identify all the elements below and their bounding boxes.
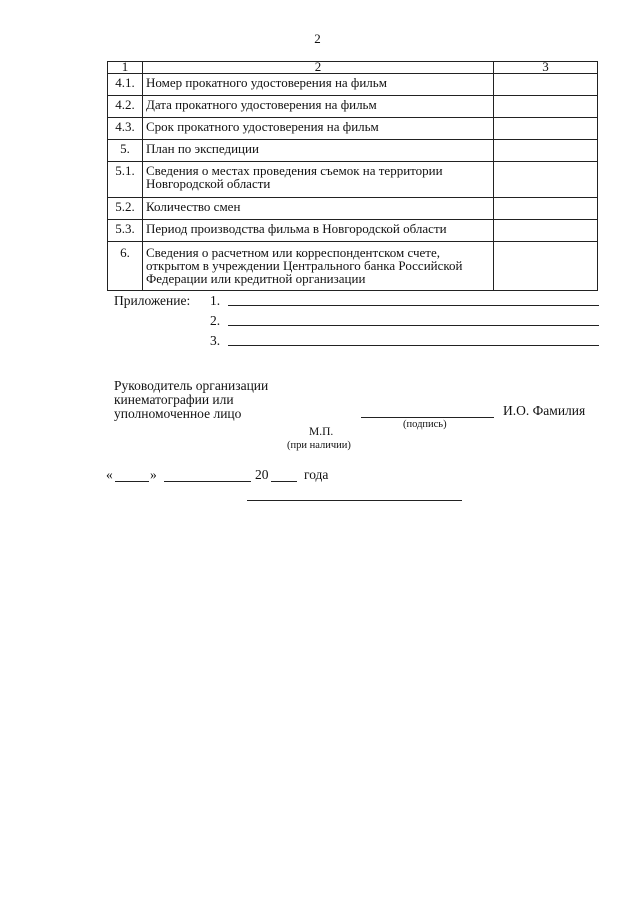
table-row [108,162,598,198]
signer-title-line-3: уполномоченное лицо [114,406,242,421]
row-value[interactable] [494,242,598,291]
table-row [108,198,598,220]
signer-title-line-2: кинематографии или [114,392,234,407]
table-row [108,118,598,140]
date-year-line[interactable] [271,481,297,482]
stamp-label: М.П. [309,426,334,438]
page-number: 2 [314,31,321,46]
attachment-item-2-number: 2. [210,313,221,328]
table-row [108,74,598,96]
row-number: 4.3. [108,118,143,140]
table-row [108,96,598,118]
attachment-item-1-line[interactable] [228,305,599,306]
row-number: 5.3. [108,220,143,242]
attachment-item-3-number: 3. [210,333,221,348]
row-text: Номер прокатного удостоверения на фильм [143,74,494,96]
stamp-note: (при наличии) [287,440,351,451]
row-value[interactable] [494,220,598,242]
row-number: 5. [108,140,143,162]
signer-title-line-1: Руководитель организации [114,378,269,393]
row-value[interactable] [494,140,598,162]
form-table [107,61,598,291]
attachment-item-3-line[interactable] [228,345,599,346]
signer-name: И.О. Фамилия [503,403,586,418]
header-col-3: 3 [494,62,598,74]
attachment-label: Приложение: [114,293,191,308]
date-open-quote: « [106,467,113,482]
row-text: Сведения о местах проведения съемок на территории Новгородской области [143,162,494,198]
table-header-row [108,62,598,74]
row-text: Дата прокатного удостоверения на фильм [143,96,494,118]
row-number: 5.1. [108,162,143,198]
attachment-item-2-line[interactable] [228,325,599,326]
attachment-item-1-number: 1. [210,293,221,308]
date-century: 20 [255,467,269,482]
signer-title [114,379,268,421]
table-row [108,220,598,242]
table-row [108,242,598,291]
row-number: 4.2. [108,96,143,118]
signature-caption: (подпись) [403,419,447,430]
row-value[interactable] [494,74,598,96]
row-number: 4.1. [108,74,143,96]
row-value[interactable] [494,96,598,118]
row-number: 5.2. [108,198,143,220]
date-close-quote: » [150,467,157,482]
row-text: Срок прокатного удостоверения на фильм [143,118,494,140]
row-value[interactable] [494,198,598,220]
signature-line[interactable] [361,417,494,418]
date-month-line[interactable] [164,481,251,482]
row-text: Количество смен [143,198,494,220]
table-row [108,140,598,162]
row-text: Сведения о расчетном или корреспондентском счете, открытом в учреждении Центрального банка Российской Федерации или кредитной организации [143,242,494,291]
row-number: 6. [108,242,143,291]
date-day-line[interactable] [115,481,149,482]
header-col-2: 2 [143,62,494,74]
bottom-line [247,500,462,501]
header-col-1: 1 [108,62,143,74]
row-value[interactable] [494,162,598,198]
date-year-word: года [304,467,329,482]
row-text: План по экспедиции [143,140,494,162]
row-value[interactable] [494,118,598,140]
row-text: Период производства фильма в Новгородской области [143,220,494,242]
